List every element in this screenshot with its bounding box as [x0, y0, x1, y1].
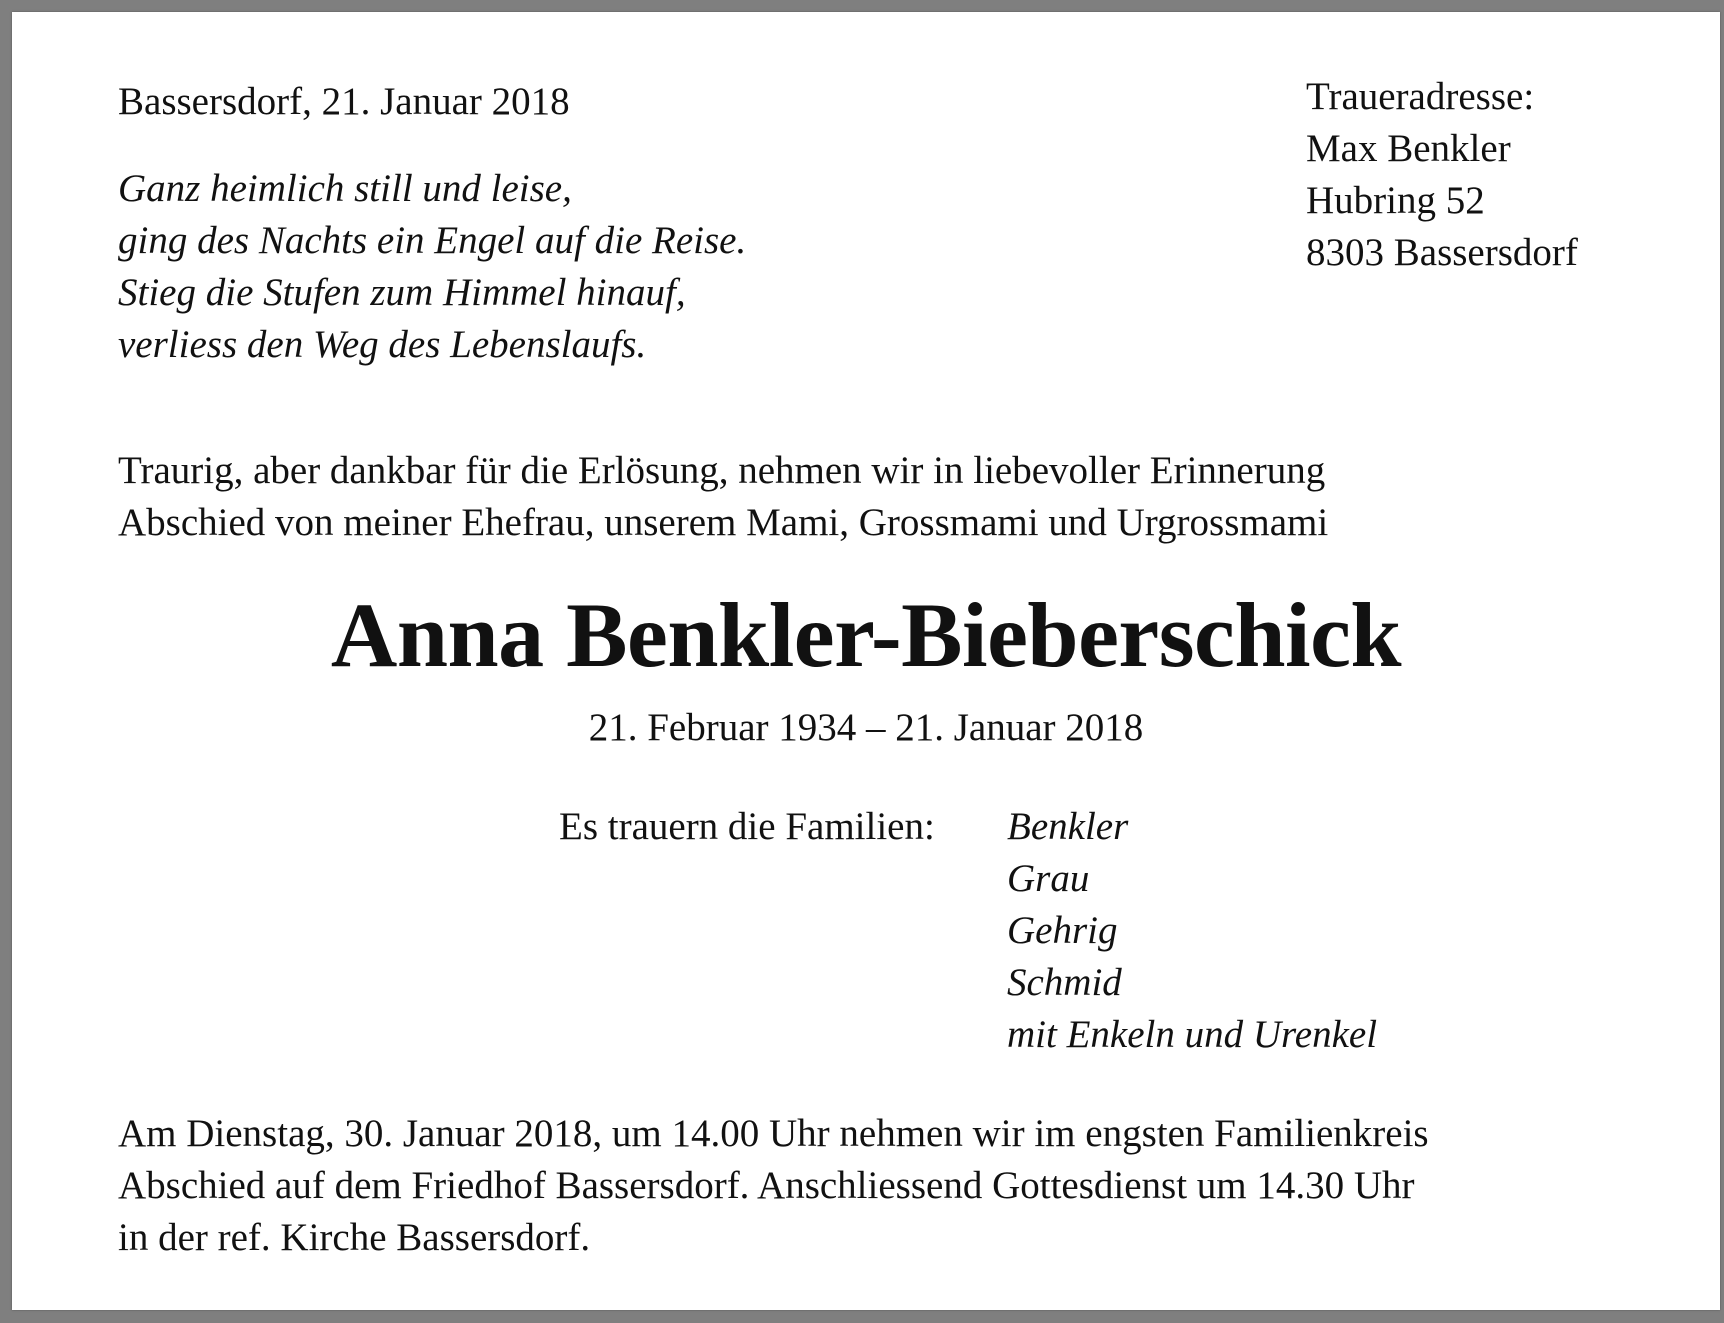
service-details	[118, 1108, 1429, 1264]
family-name: Grau	[1007, 857, 1090, 900]
deceased-name: Anna Benkler-Bieberschick	[330, 584, 1402, 686]
address-city: 8303 Bassersdorf	[1306, 231, 1578, 274]
service-line: Am Dienstag, 30. Januar 2018, um 14.00 Uhr nehmen wir im engsten Familienkreis	[118, 1112, 1429, 1155]
family-name: Gehrig	[1007, 909, 1118, 952]
intro-line: Abschied von meiner Ehefrau, unserem Mami, Grossmami und Urgrossmami	[118, 501, 1329, 544]
life-dates: 21. Februar 1934 – 21. Januar 2018	[588, 706, 1144, 749]
mourners-label: Es trauern die Familien:	[559, 805, 935, 848]
place-date: Bassersdorf, 21. Januar 2018	[118, 80, 570, 123]
poem	[118, 163, 746, 371]
address-name: Max Benkler	[1306, 127, 1511, 170]
service-line: Abschied auf dem Friedhof Bassersdorf. Anschliessend Gottesdienst um 14.30 Uhr	[118, 1164, 1415, 1207]
address-street: Hubring 52	[1306, 179, 1485, 222]
family-name: Schmid	[1007, 961, 1122, 1004]
poem-line: ging des Nachts ein Engel auf die Reise.	[118, 219, 747, 262]
address-label: Traueradresse:	[1306, 75, 1535, 118]
service-line: in der ref. Kirche Bassersdorf.	[118, 1216, 591, 1259]
family-name: mit Enkeln und Urenkel	[1007, 1013, 1378, 1056]
mourning-address	[1306, 71, 1578, 279]
intro-paragraph	[118, 445, 1328, 549]
family-name: Benkler	[1007, 805, 1129, 848]
poem-line: Ganz heimlich still und leise,	[118, 167, 572, 210]
obituary-notice	[12, 12, 1720, 1310]
poem-line: verliess den Weg des Lebenslaufs.	[118, 323, 647, 366]
intro-line: Traurig, aber dankbar für die Erlösung, nehmen wir in liebevoller Erinnerung	[118, 449, 1326, 492]
family-list	[1007, 801, 1377, 1061]
poem-line: Stieg die Stufen zum Himmel hinauf,	[118, 271, 686, 314]
